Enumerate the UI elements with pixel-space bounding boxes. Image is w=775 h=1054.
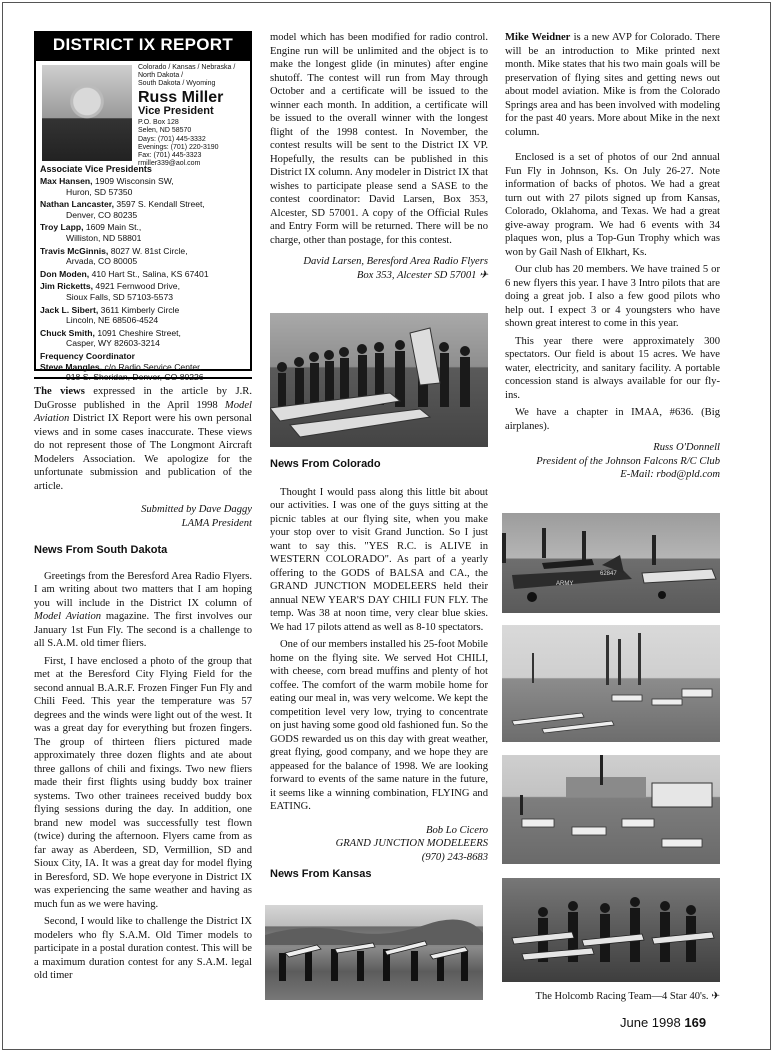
paragraph: Thought I would pass along this little bit about our activities. I was one of the guys sitting at the picnic tables at our flying site, when you make your stop over to visit Grand Junction. So I just want to say this. "YES R.C. is ALIVE in WESTERN COLORADO". As part of a yearly offering to the GODS of BALSA and CA., the GRAND JUNCTION MODELEERS held their annual NEW YEAR'S DAY CHILI FUN FLY. The temp. Was 38 at noon time, very clear blue skies. We had 17 pilots attend as well as 8-10 spectators.	[270, 486, 488, 633]
section-heading: News From South Dakota	[34, 544, 168, 556]
paragraph: One of our members installed his 25-foot Mobile home on the flying site. We served Hot CHILI, with cheese, corn bread muffins and plenty of hot coffee. The comfort of the warm mobile home for eating our meal in, was very welcome. We kept the competition level very low, trying to concentrate on just having some good old fashioned fun. So the GODS rewarded us on this day with great weather, great flying, good company, and we hope they are appeased for the balance of 1998. We are looking forward to events of the same nature in the future, it seems like a winning combination, FLYING and EATING.	[270, 639, 489, 812]
avp-entry: Max Hansen, 1909 Wisconsin SW, Huron, SD 57350	[40, 176, 174, 197]
plane-army-label: ARMY	[556, 581, 574, 587]
avp-entry: Jack L. Sibert, 3611 Kimberly Circle Lincoln, NE 68506-4524	[40, 304, 180, 326]
avp-entry: Chuck Smith, 1091 Cheshire Street, Casper, WY 82603-3214	[40, 327, 181, 349]
plane-tail-number: 62847	[600, 571, 617, 577]
column-3	[505, 31, 720, 482]
paragraph: Mike Weidner is a new AVP for Colorado. There will be an introduction to Mike printed next month. Mike states that his two main goals will be preservation of flying sites and getting news out about model aviation. Mike is from the Colorado Springs area and has been involved with modeling for the past 40 years. More about Mike in the next column.	[505, 32, 720, 138]
paragraph: This year there were approximately 300 spectators. Our field is about 15 acres. We have water, electricity, and sanitary facility. A portable concession stand is always available for our fly-ins.	[505, 335, 720, 401]
signature: Bob Lo Cicero GRAND JUNCTION MODELEERS (970) 243-8683	[335, 824, 488, 863]
paragraph: Second, I would like to challenge the District IX modelers who fly S.A.M. Old Timer models to participate in a postal duration contest. This will be a maximum duration contest for any S.A.M. legal old timer	[34, 916, 252, 981]
vice-president-title: Vice President	[138, 105, 214, 117]
paragraph: Greetings from the Beresford Area Radio Flyers. I am writing about two matters that I am hoping you will include in the District IX column of Model Aviation magazine. The first involves our January 1st Fun Fly. The second is a challenge to all S.A.M. old timer fliers.	[34, 570, 252, 649]
section-heading: News From Colorado	[270, 458, 381, 470]
paragraph: Enclosed is a set of photos of our 2nd annual Fun Fly in Johnson, Ks. On July 26-27. Note information of backs of photos. We had a great turn out with 27 pilots signed up from Kansas, Colorado, Oklahoma, and Texas. We had a great give-away program. We had 6 events with 34 plaques won, plus a Top-Gun Trophy which was won by Gail Nash of Elkhart, Ks.	[505, 152, 720, 258]
column-rule	[34, 377, 252, 379]
paragraph: model which has been modified for radio control. Engine run will be unlimited and the object is to make the longest glide (in minutes) after engine shutoff. The contest will run from May through October and a certificate will be issued to the winner each month. In addition, a certificate will be issued to the overall winner with the longest flight of the 1998 contest. In November, the contest results will be sent to the District IX VP. Hopefully, the results can be published in this District IX column. Any modeler in District IX that wishes to participate please send a SASE to the contest coordinator: David Larsen, Box 353, Alcester, SD 57001. A copy of the Official Rules and Entry Form will be returned. There will be no charge, other than postage, for this contest.	[270, 32, 489, 246]
photo-graphic	[265, 905, 483, 1000]
avp-heading: Associate Vice Presidents	[40, 164, 152, 174]
column-1	[34, 385, 252, 987]
signature: Russ O'Donnell President of the Johnson Falcons R/C Club E-Mail: rbod@pld.com	[536, 442, 720, 480]
photo-graphic	[502, 755, 720, 864]
photo-army-plane	[502, 513, 720, 613]
photo-graphic	[270, 313, 488, 447]
photo-holcomb-racing-team	[502, 878, 720, 982]
paragraph: First, I have enclosed a photo of the group that met at the Beresford City Flying Field for the second annual B.A.R.F. Frozen Finger Fun Fly and Chili Feed. This year the temperature was 57 degrees and the winds were light out of the west. It was a great day for everything but frozen fingers. The group of thirteen fliers pictured made approximately three dozen flights and ate about three gallons of chili and fixings. Two new fliers made their first flights using buddy box trainer systems. Two other trainees received buddy box flying sessions during the day. In addition, one brand new model was successfully test flown (twice) during the afternoon. Flyers came from as far away as Aberdeen, SD, Vermillion, SD and Sioux City, IA. It was a great day for model flying in Beresford, SD. We hope everyone in District IX was experiencing the same weather and having as much fun as we were having.	[34, 655, 252, 910]
column-2b	[270, 458, 488, 882]
photo-kansas-group	[265, 905, 483, 1000]
page-number: 169	[684, 1015, 707, 1030]
plane-end-icon: ✈	[479, 269, 488, 281]
vice-president-photo	[42, 65, 132, 161]
district-states: Colorado / Kansas / Nebraska / North Dakota / South Dakota / Wyoming	[138, 64, 236, 88]
signature: Submitted by Dave Daggy LAMA President	[141, 504, 252, 529]
plane-end-icon: ✈	[711, 991, 720, 1002]
photo-graphic	[502, 513, 720, 613]
page-folio	[620, 1015, 706, 1030]
section-heading: News From Kansas	[270, 868, 372, 880]
vice-president-name: Russ Miller	[138, 89, 224, 106]
column-2	[270, 31, 488, 282]
photo-graphic	[502, 625, 720, 742]
vice-president-box	[34, 59, 252, 371]
frequency-coordinator: Frequency Coordinator	[40, 350, 136, 361]
views-paragraph: The views expressed in the article by J.R. DuGrosse published in the April 1998 Model Aviation District IX Report were his own personal views and in some cases inaccurate. These views do not represent those of The Longmont Aircraft Modelers Association. We apologize for the unfortunate submission and publication of the article.	[34, 386, 252, 492]
avp-list: Max Hansen, 1909 Wisconsin SW, Huron, SD 57350 Nathan Lancaster, 3597 S. Kendall Street, Denver, CO 80235 Troy Lapp, 1609 Main St., Williston, ND 58801 Travis McGinnis, 8027 W. 81st Circle, Arvada, CO 80005 Don Moden, 410 Hart St., Salina, KS 67401 Jim Ricketts, 4921 Fernwood Drive, Sioux Falls, SD 57103-5573 Jack L. Sibert, 3611 Kimberly Circle Lincoln, NE 68506-4524 Chuck Smith, 1091 Cheshire Street, Casper, WY 82603-3214 Frequency Coordinator Steve Mangles, c/o Radio Service Center,	[40, 176, 250, 383]
photo-flying-field	[502, 625, 720, 742]
avp-entry: Jim Ricketts, 4921 Fernwood Drive, Sioux Falls, SD 57103-5573	[40, 281, 180, 302]
signature: David Larsen, Beresford Area Radio Flyers Box 353, Alcester SD 57001 ✈	[303, 256, 488, 281]
avp-entry: Nathan Lancaster, 3597 S. Kendall Street, Denver, CO 80235	[40, 199, 205, 220]
vice-president-contact: P.O. Box 128 Selen, ND 58570 Days: (701) 445-3332 Evenings: (701) 220-3190 Fax: (701) 445-3323 rmiller339@aol.com	[138, 119, 219, 168]
issue-date: June 1998	[620, 1015, 681, 1030]
photo-caption: The Holcomb Racing Team—4 Star 40's. ✈	[535, 991, 720, 1002]
photo-graphic	[502, 878, 720, 982]
paragraph: We have a chapter in IMAA, #636. (Big airplanes).	[505, 407, 720, 432]
photo-concession-area	[502, 755, 720, 864]
avp-entry: Don Moden, 410 Hart St., Salina, KS 67401	[40, 268, 209, 279]
avp-entry: Travis McGinnis, 8027 W. 81st Circle, Arvada, CO 80005	[40, 245, 188, 267]
column-header: DISTRICT IX REPORT	[34, 31, 252, 59]
photo-beresford-group	[270, 313, 488, 447]
paragraph: Our club has 20 members. We have trained 5 or 6 new flyers this year. I have 3 Intro pilots that are doing a great job. I also a few good pilots who help out. I expect 3 or 4 youngsters who have shown great interest to come in this year.	[505, 264, 720, 329]
avp-entry: Troy Lapp, 1609 Main St., Williston, ND 58801	[40, 222, 142, 243]
